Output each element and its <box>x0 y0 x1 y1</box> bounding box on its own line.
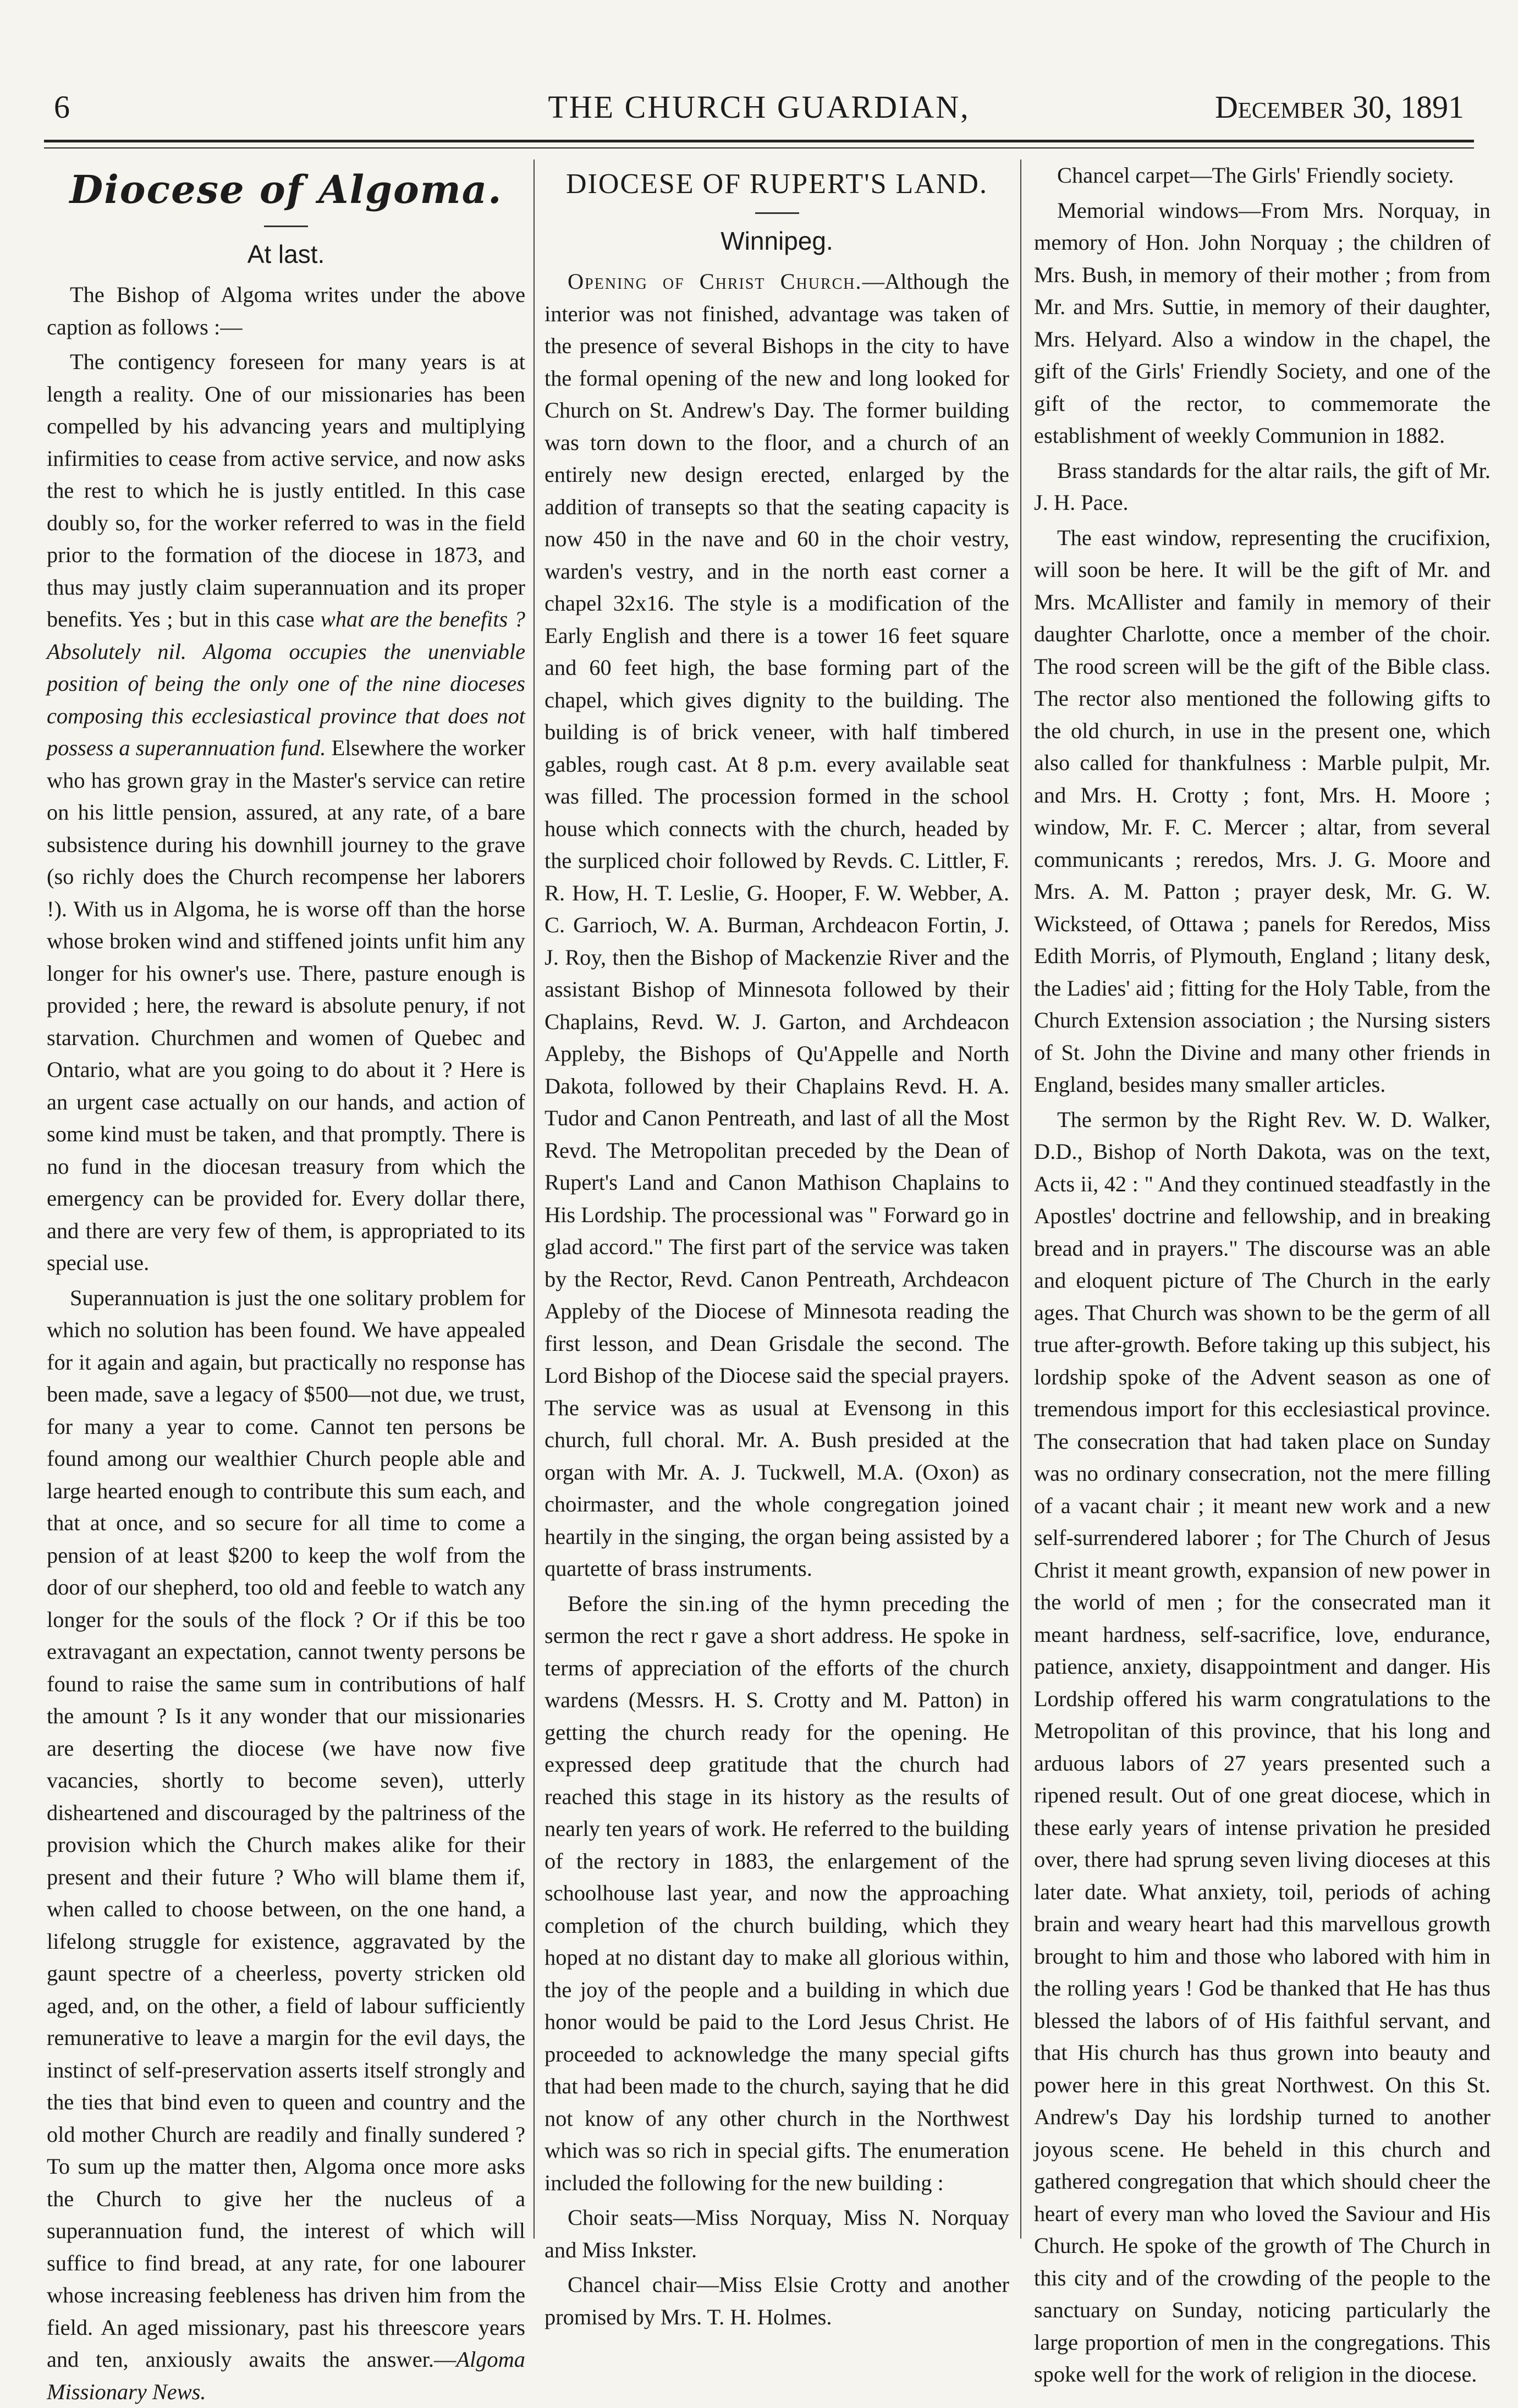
article-paragraph <box>47 1282 525 2408</box>
diocese-heading: DIOCESE OF RUPERT'S LAND. <box>544 160 1009 209</box>
article-paragraph <box>544 266 1009 1585</box>
column-ruperts-land-continued <box>1034 160 1491 2239</box>
heading-rule <box>264 226 308 227</box>
article-paragraph <box>47 346 525 1279</box>
issue-date: December 30, 1891 <box>1215 83 1464 132</box>
newspaper-title: THE CHURCH GUARDIAN, <box>44 83 1474 132</box>
paragraph-text: —Although the interior was not finished, advantage was taken of the presence of several Bishops in the city to have the formal opening of the new and long looked for Church on St. Andrew's Day. The former building was torn down to the floor, and a church of an entirely new design erected, enlarged by the addition of transepts so that the seating capacity is now 450 in the nave and 60 in the choir vestry, warden's vestry, and in the north east corner a chapel 32x16. The style is a modification of the Early English and there is a tower 16 feet square and 60 feet high, the base forming part of the chapel, which gives dignity to the building. The building is of brick veneer, with half timbered gables, rough cast. At 8 p.m. every available seat was filled. The procession formed in the school house which connects with the church, headed by the surpliced choir followed by Revds. C. Littler, F. R. How, H. T. Leslie, G. Hooper, F. W. Webber, A. C. Garrioch, W. A. Burman, Archdeacon Fortin, J. J. Roy, then the Bishop of Mackenzie River and the assistant Bishop of Minnesota followed by their Chaplains, Revd. W. J. Garton, and Archdeacon Appleby, the Bishops of Qu'Appelle and North Dakota, followed by their Chaplains Revd. H. A. Tudor and Canon Pentreath, and last of all the Most Revd. The Metropolitan preceded by the Dean of Rupert's Land and Canon Mathison Chaplains to His Lordship. The processional was " Forward go in glad accord." The first part of the service was taken by the Rector, Revd. Canon Pentreath, Archdeacon Appleby of the Diocese of Minnesota reading the first lesson, and Dean Grisdale the second. The Lord Bishop of the Diocese said the special prayers. The service was as usual at Evensong in this church, full choral. Mr. A. Bush presided at the organ with Mr. A. J. Tuckwell, M.A. (Oxon) as choirmaster, and the whole congregation joined heartily in the singing, the organ being assisted by a quartette of brass instruments. <box>544 269 1009 1581</box>
emphasis-text: what are the benefits ? Absolutely nil. Algoma occupies the unenviable position of being the only one of the nine dioceses composing this ecclesiastical province that does not possess a superannuation fund. <box>47 607 525 760</box>
source-credit: Algoma Missionary News. <box>47 2347 525 2404</box>
article-paragraph: The east window, representing the crucifixion, will soon be here. It will be the gift of Mr. and Mrs. McAllister and family in memory of their daughter Charlotte, once a member of the choir. The rood screen will be the gift of the Bible class. The rector also mentioned the following gifts to the old church, in use in the present one, which also called for thankfulness : Marble pulpit, Mr. and Mrs. H. Crotty ; font, Mrs. H. Moore ; window, Mr. F. C. Mercer ; altar, from several communicants ; reredos, Mrs. J. G. Moore and Mrs. A. M. Patton ; prayer desk, Mr. G. W. Wicksteed, of Ottawa ; panels for Reredos, Miss Edith Morris, of Plymouth, England ; litany desk, the Ladies' aid ; fitting for the Holy Table, from the Church Extension association ; the Nursing sisters of St. John the Divine and many other friends in England, besides many smaller articles. <box>1034 522 1491 1101</box>
column-divider <box>1020 160 1021 2239</box>
article-paragraph: The sermon by the Right Rev. W. D. Walker, D.D., Bishop of North Dakota, was on the text, Acts ii, 42 : " And they continued steadfastly in the Apostles' doctrine and fellowship, and in breaking bread and in prayers." The discourse was an able and eloquent picture of The Church in the early ages. That Church was shown to be the germ of all true after-growth. Before taking up this subject, his lordship spoke of the Advent season as one of tremendous import for this ecclesiastical province. The consecration that had taken place on Sunday was no ordinary consecration, not the mere filling of a vacant chair ; it meant new work and a new self-surrendered laborer ; for The Church of Jesus Christ it meant growth, expansion of new power in the world of men ; for the consecrated man it meant hardness, self-sacrifice, love, endurance, patience, anxiety, disappointment and danger. His Lordship offered his warm congratulations to the Metropolitan of this province, that his long and arduous labors of 27 years presented such a ripened result. Out of one great diocese, which in these early years of intense privation he presided over, there had sprung seven living dioceses at this later date. What anxiety, toil, periods of aching brain and weary heart had this marvellous growth brought to him and those who labored with him in the rolling years ! God be thanked that He has thus blessed the labors of of His faithful servant, and that His church has thus grown into beauty and power here in this great Northwest. On this St. Andrew's Day his lordship turned to another joyous scene. He beheld in this church and gathered congregation that which should cheer the heart of every man who loved the Saviour and His Church. He spoke of the growth of The Church in this city and of the crowding of the people to the sanctuary on Sunday, noticing particularly the large proportion of men in the congregations. This spoke well for the work of religion in the diocese. <box>1034 1104 1491 2391</box>
paragraph-text: Elsewhere the worker who has grown gray in the Master's service can retire on his little pension, assured, at any rate, of a bare subsistence during his downhill journey to the grave (so richly does the Church recompense her laborers !). With us in Algoma, he is worse off than the horse whose broken wind and stiffened joints unfit him any longer for his owner's use. There, pasture enough is provided ; here, the reward is absolute penury, if not starvation. Churchmen and women of Quebec and Ontario, what are you going to do about it ? Here is an urgent case actually on our hands, and action of some kind must be taken, and that promptly. There is no fund in the diocesan treasury from which the emergency can be provided for. Every dollar there, and there are very few of them, is appropriated to its special use. <box>47 735 525 1275</box>
masthead-rule-thick <box>44 140 1474 142</box>
paragraph-lead: Opening of Christ Church. <box>568 269 862 294</box>
column-ruperts-land <box>544 160 1009 2239</box>
masthead-rule-thin <box>44 147 1474 149</box>
article-paragraph: Brass standards for the altar rails, the gift of Mr. J. H. Pace. <box>1034 455 1491 519</box>
page-number: 6 <box>54 83 70 132</box>
heading-rule <box>755 212 799 214</box>
diocese-heading: Diocese of Algoma. <box>47 160 525 220</box>
article-title: Winnipeg. <box>544 222 1009 260</box>
article-paragraph: Memorial windows—From Mrs. Norquay, in memory of Hon. John Norquay ; the children of Mrs. Bush, in memory of their mother ; from from Mr. and Mrs. Suttie, in memory of their daughter, Mrs. Helyard. Also a window in the chapel, the gift of the Girls' Friendly Society, and one of the gift of the rector, to commemorate the establishment of weekly Communion in 1882. <box>1034 195 1491 452</box>
article-paragraph: Chancel chair—Miss Elsie Crotty and another promised by Mrs. T. H. Holmes. <box>544 2269 1009 2333</box>
paragraph-text: The contigency foreseen for many years is at length a reality. One of our missionaries has been compelled by his advancing years and multiplying infirmities to cease from active service, and now asks the rest to which he is justly entitled. In this case doubly so, for the worker referred to was in the field prior to the formation of the diocese in 1873, and thus may justly claim superannuation and its proper benefits. Yes ; but in this case <box>47 349 525 631</box>
article-paragraph: Choir seats—Miss Norquay, Miss N. Norquay and Miss Inkster. <box>544 2202 1009 2266</box>
paragraph-text: Superannuation is just the one solitary problem for which no solution has been found. We have appealed for it again and again, but practically no response has been made, save a legacy of $500—not due, we trust, for many a year to come. Cannot ten persons be found among our wealthier Church people able and large hearted enough to contribute this sum each, and that at once, and so secure for all time to come a pension of at least $200 to keep the wolf from the door of our shepherd, too old and feeble to watch any longer for the souls of the flock ? Or if this be too extravagant an expectation, cannot twenty persons be found to raise the same sum in contributions of half the amount ? Is it any wonder that our missionaries are deserting the diocese (we have now five vacancies, shortly to become seven), utterly disheartened and discouraged by the paltriness of the provision which the Church makes alike for their present and their future ? Who will blame them if, when called to choose between, on the one hand, a lifelong struggle for existence, aggravated by the gaunt spectre of a cheerless, poverty stricken old aged, and, on the other, a field of labour sufficiently remunerative to leave a margin for the evil days, the instinct of self-preservation asserts itself strongly and the ties that bind even to queen and country and the old mother Church are readily and finally sundered ? To sum up the matter then, Algoma once more asks the Church to give her the nucleus of a superannuation fund, the interest of which will suffice to find bread, at any rate, for one labourer whose increasing feebleness has driven him from the field. An aged missionary, past his threescore years and ten, anxiously awaits the answer.— <box>47 1285 525 2372</box>
column-algoma <box>47 160 525 2239</box>
article-intro: The Bishop of Algoma writes under the above caption as follows :— <box>47 279 525 343</box>
column-divider <box>534 160 535 2239</box>
article-title: At last. <box>47 235 525 273</box>
article-paragraph: Chancel carpet—The Girls' Friendly society. <box>1034 160 1491 192</box>
article-paragraph: Before the sin.ing of the hymn preceding the sermon the rect r gave a short address. He spoke in terms of appreciation of the efforts of the church wardens (Messrs. H. S. Crotty and M. Patton) in getting the church ready for the opening. He expressed deep gratitude that the church had reached this stage in its history as the results of nearly ten years of work. He referred to the building of the rectory in 1883, the enlargement of the schoolhouse last year, and now the approaching completion of the church building, which they hoped at no distant day to make all glorious within, the joy of the people and a building in which due honor would be paid to the Lord Jesus Christ. He proceeded to acknowledge the many special gifts that had been made to the church, saying that he did not know of any other church in the Northwest which was so rich in special gifts. The enumeration included the following for the new building : <box>544 1588 1009 2200</box>
masthead <box>44 83 1474 132</box>
